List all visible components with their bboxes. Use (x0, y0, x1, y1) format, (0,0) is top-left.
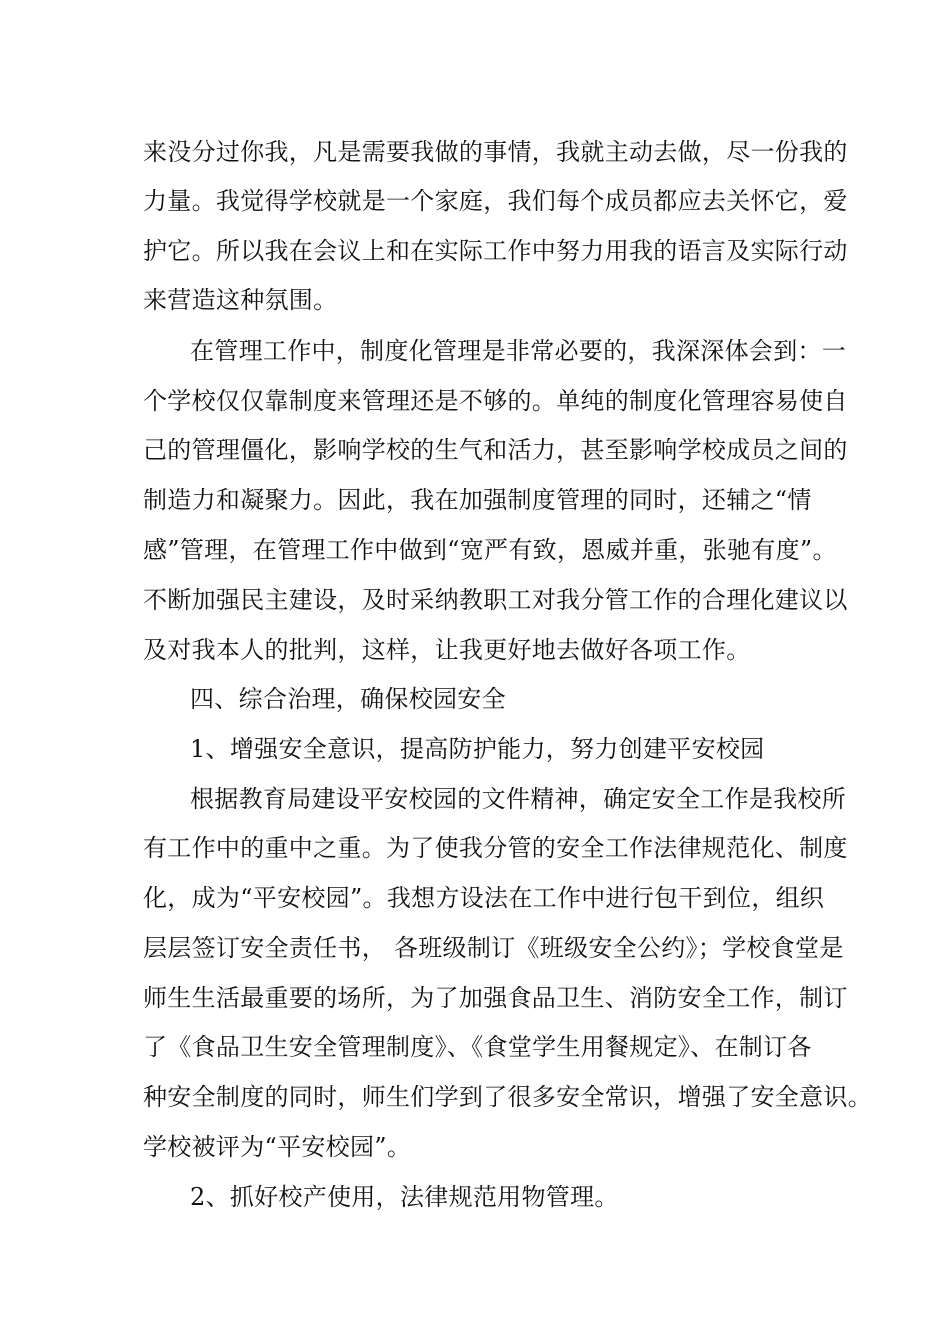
text-line: 及对我本人的批判，这样，让我更好地去做好各项工作。 (143, 636, 751, 664)
text-line: 化，成为“平安校园”。我想方设法在工作中进行包干到位，组织 (143, 884, 825, 912)
text-line: 学校被评为“平安校园”。 (143, 1133, 412, 1161)
text-line: 了《食品卫生安全管理制度》、《食堂学生用餐规定》、在制订各 (143, 1033, 812, 1061)
text-line: 感”管理，在管理工作中做到“宽严有致，恩威并重，张驰有度”。 (143, 536, 837, 564)
subsection-heading: 2、抓好校产使用，法律规范用物管理。 (190, 1183, 619, 1211)
text-line: 师生生活最重要的场所，为了加强食品卫生、消防安全工作，制订 (143, 984, 848, 1012)
text-line: 来营造这种氛围。 (143, 286, 338, 314)
text-line: 来没分过你我，凡是需要我做的事情，我就主动去做，尽一份我的 (143, 138, 848, 166)
text-line: 己的管理僵化，影响学校的生气和活力，甚至影响学校成员之间的 (143, 436, 848, 464)
text-line: 在管理工作中，制度化管理是非常必要的，我深深体会到：一 (190, 337, 847, 365)
text-line: 不断加强民主建设，及时采纳教职工对我分管工作的合理化建议以 (143, 586, 848, 614)
section-heading: 四、综合治理，确保校园安全 (190, 685, 506, 713)
text-line: 种安全制度的同时，师生们学到了很多安全常识，增强了安全意识。 (143, 1083, 872, 1111)
subsection-heading: 1、增强安全意识，提高防护能力，努力创建平安校园 (190, 735, 765, 763)
text-line: 个学校仅仅靠制度来管理还是不够的。单纯的制度化管理容易使自 (143, 387, 848, 415)
text-line: 护它。所以我在会议上和在实际工作中努力用我的语言及实际行动 (143, 237, 848, 265)
text-line: 根据教育局建设平安校园的文件精神，确定安全工作是我校所 (190, 785, 847, 813)
text-line: 层层签订安全责任书， 各班级制订《班级安全公约》；学校食堂是 (143, 934, 844, 962)
text-line: 制造力和凝聚力。因此，我在加强制度管理的同时，还辅之“情 (143, 486, 812, 514)
text-line: 有工作中的重中之重。为了使我分管的安全工作法律规范化、制度 (143, 834, 848, 862)
text-line: 力量。我觉得学校就是一个家庭，我们每个成员都应去关怀它，爱 (143, 187, 848, 215)
